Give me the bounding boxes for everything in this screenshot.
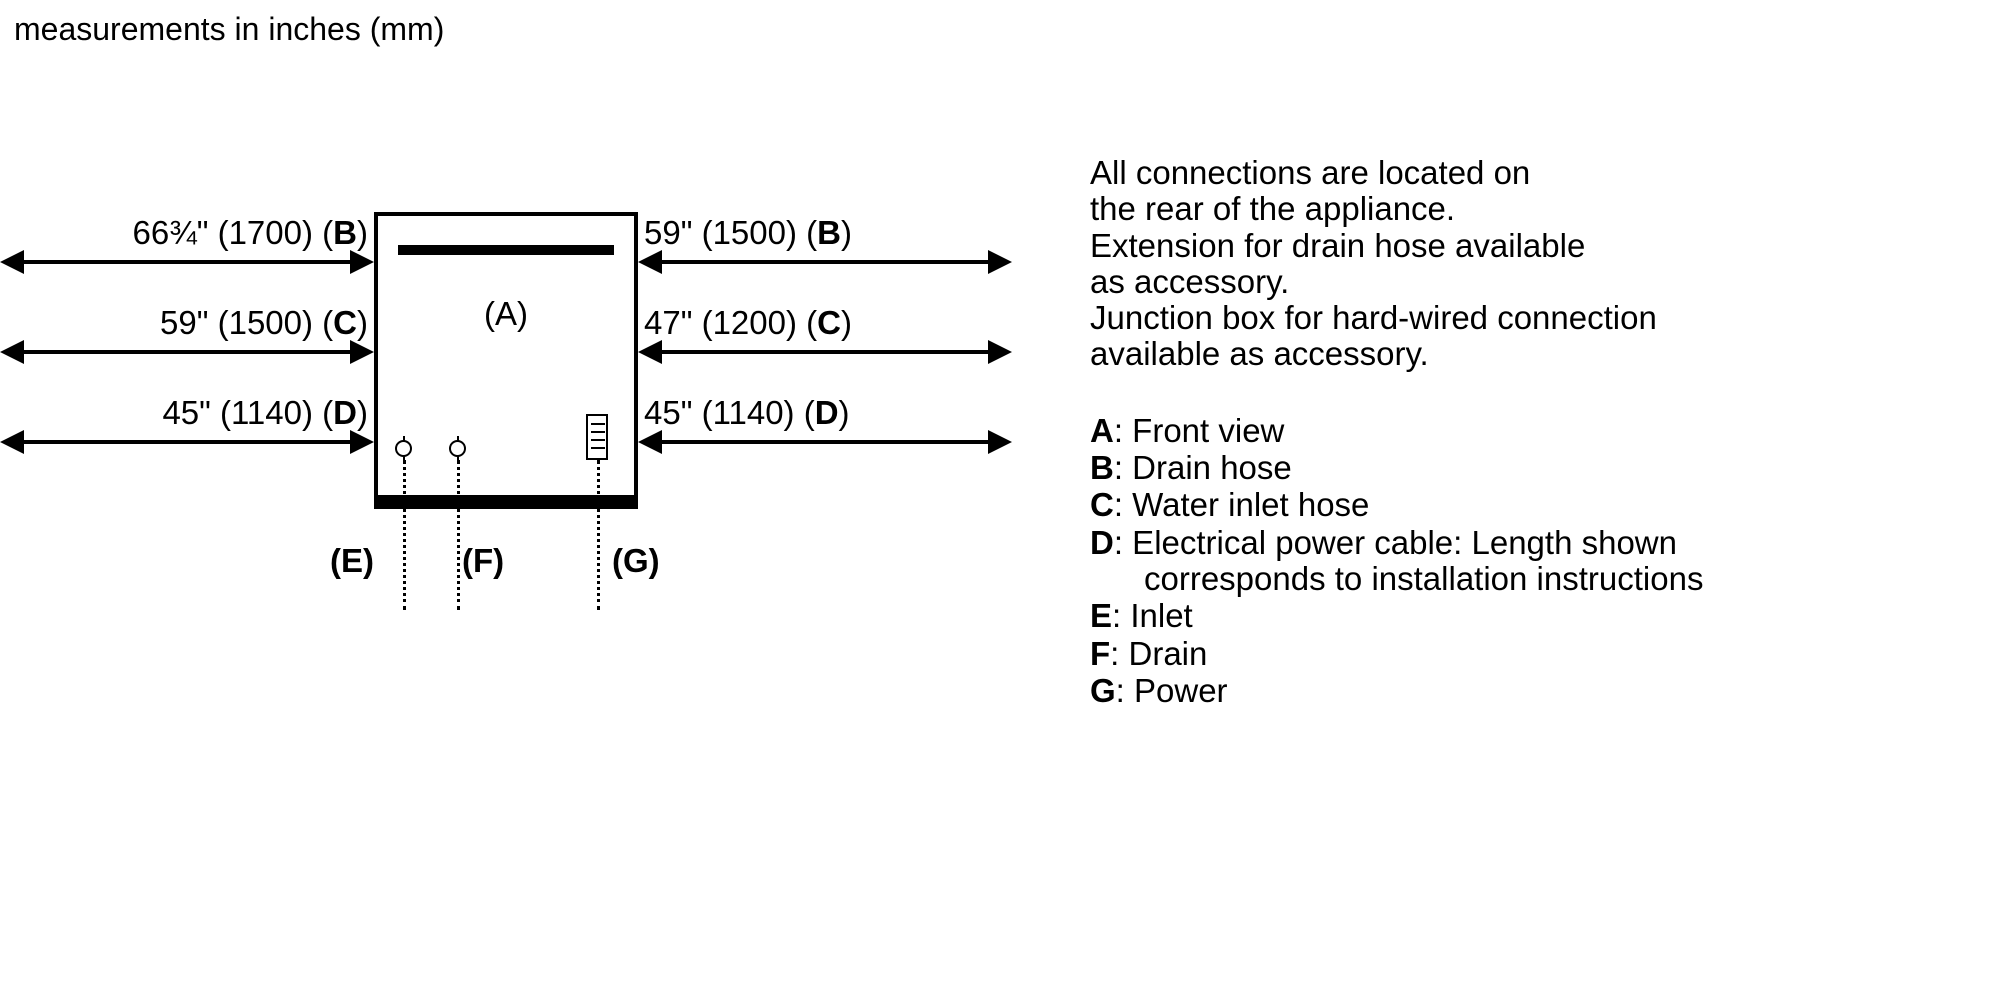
dimension-right-power-cable (638, 388, 1012, 458)
dim-value: 59" (1500) ( (644, 214, 818, 251)
dimension-right-drain-hose (638, 208, 1012, 278)
inlet-drop-line (403, 460, 406, 610)
legend-item-c (1090, 487, 1970, 523)
dim-close: ) (357, 394, 368, 431)
arrow-head-right-icon (350, 250, 374, 274)
dim-value: 45" (1140) ( (162, 394, 334, 431)
note-line: as accessory. (1090, 262, 1290, 300)
arrow-head-right-icon (988, 340, 1012, 364)
dim-value: 45" (1140) ( (644, 394, 815, 431)
dim-value: 47" (1200) ( (644, 304, 818, 341)
legend-item-g (1090, 673, 1970, 709)
legend-key: F (1090, 634, 1111, 672)
legend-key: B (1090, 449, 1114, 487)
dimension-arrow-line (18, 350, 356, 354)
dim-key: C (817, 304, 841, 341)
dim-key: B (817, 214, 841, 251)
arrow-head-right-icon (350, 340, 374, 364)
dim-close: ) (357, 304, 368, 341)
dimension-left-drain-hose (0, 208, 374, 278)
dimension-left-water-inlet-hose (0, 298, 374, 368)
inlet-label (330, 542, 374, 580)
dimension-left-water-inlet-hose-text (160, 304, 368, 342)
note-line: Extension for drain hose available (1090, 226, 1586, 264)
dimension-right-water-inlet-hose (638, 298, 1012, 368)
dim-key: D (814, 394, 839, 431)
arrow-head-left-icon (638, 340, 662, 364)
legend-list (1090, 413, 1970, 709)
legend-item-f (1090, 636, 1970, 672)
legend-key: G (1090, 671, 1116, 709)
legend-text: : Drain (1110, 634, 1208, 672)
dimension-right-water-inlet-hose-text (644, 304, 852, 342)
arrow-head-left-icon (638, 250, 662, 274)
power-label-text: (G) (612, 542, 660, 579)
drain-drop-line (457, 460, 460, 610)
front-view-label: (A) (484, 295, 528, 332)
arrow-head-left-icon (0, 430, 24, 454)
legend-text: : Water inlet hose (1113, 486, 1370, 524)
power-drop-line (597, 460, 600, 610)
drain-label-text: (F) (462, 542, 505, 579)
drain-connector-icon (449, 440, 466, 457)
dimension-left-drain-hose-text (132, 214, 368, 252)
dim-key: D (333, 394, 357, 431)
legend-text: : Electrical power cable: Length shown (1113, 523, 1677, 561)
legend-text: : Front view (1113, 411, 1285, 449)
dim-value: 66¾" (1700) ( (132, 214, 334, 251)
legend-item-e (1090, 598, 1970, 634)
dim-close: ) (840, 304, 852, 341)
legend-key: D (1090, 523, 1114, 561)
arrow-head-left-icon (638, 430, 662, 454)
dimension-left-power-cable (0, 388, 374, 458)
legend-text: : Inlet (1112, 597, 1193, 635)
legend-text-continuation: corresponds to installation instructions (1144, 559, 1704, 597)
note-line: Junction box for hard-wired connection (1090, 299, 1657, 337)
dimension-arrow-line (656, 260, 994, 264)
legend-item-b (1090, 450, 1970, 486)
power-plug-icon (586, 414, 608, 460)
power-label (612, 542, 660, 580)
dim-key: C (333, 304, 357, 341)
dimension-arrow-line (18, 260, 356, 264)
legend-item-a (1090, 413, 1970, 449)
dim-close: ) (357, 214, 368, 251)
notes-panel (1090, 155, 1970, 710)
inlet-connector-icon (395, 440, 412, 457)
legend-text: : Drain hose (1113, 449, 1292, 487)
legend-key: A (1090, 411, 1114, 449)
dimension-arrow-line (656, 350, 994, 354)
arrow-head-left-icon (0, 250, 24, 274)
legend-text: : Power (1115, 671, 1228, 709)
note-line: the rear of the appliance. (1090, 190, 1456, 228)
dimension-arrow-line (656, 440, 994, 444)
legend-item-d (1090, 525, 1970, 598)
note-line: available as accessory. (1090, 335, 1429, 373)
dim-key: B (333, 214, 357, 251)
dimension-left-power-cable-text (162, 394, 368, 432)
drain-label (462, 542, 504, 580)
dimension-right-power-cable-text (644, 394, 850, 432)
dimension-right-drain-hose-text (644, 214, 852, 252)
arrow-head-right-icon (988, 430, 1012, 454)
arrow-head-right-icon (988, 250, 1012, 274)
inlet-label-text: (E) (330, 542, 374, 579)
dimension-arrow-line (18, 440, 356, 444)
appliance-handle-bar (398, 245, 614, 255)
arrow-head-right-icon (350, 430, 374, 454)
measurement-units-note: measurements in inches (mm) (14, 11, 445, 47)
appliance-dimension-diagram (0, 110, 1060, 790)
dim-close: ) (838, 394, 850, 431)
dim-close: ) (840, 214, 852, 251)
legend-key: E (1090, 597, 1113, 635)
arrow-head-left-icon (0, 340, 24, 364)
dim-value: 59" (1500) ( (160, 304, 334, 341)
legend-key: C (1090, 486, 1114, 524)
note-line: All connections are located on (1090, 154, 1531, 191)
